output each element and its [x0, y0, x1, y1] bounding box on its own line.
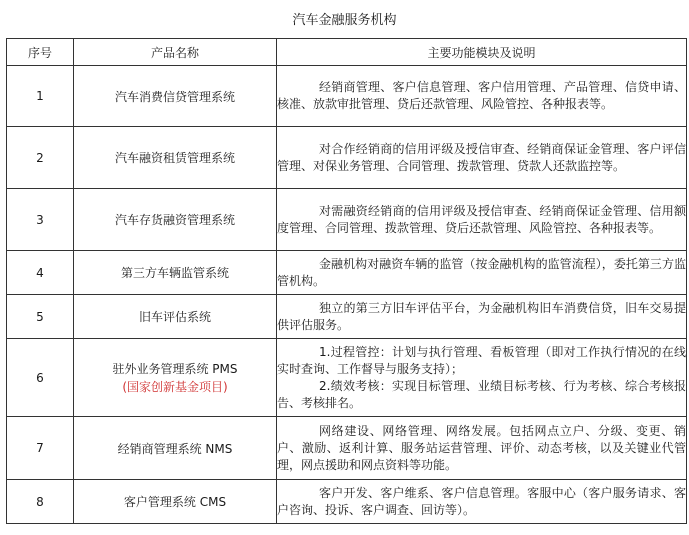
table-row: [7, 295, 687, 339]
row-no: 2: [7, 127, 74, 189]
table-row: [7, 417, 687, 480]
row-name: 汽车存货融资管理系统: [74, 189, 277, 251]
row-desc-cell: [277, 339, 687, 417]
row-desc: 独立的第三方旧车评估平台，为金融机构旧车消费信贷，旧车交易提供评估服务。: [277, 295, 687, 339]
row-no: 1: [7, 66, 74, 127]
row-no: 4: [7, 251, 74, 295]
header-name: 产品名称: [74, 39, 277, 66]
desc-line: 1.过程管控：计划与执行管理、看板管理（即对工作执行情况的在线实时查询、工作督导与服务支持）；: [277, 344, 686, 376]
table-row: [7, 251, 687, 295]
row-no: 7: [7, 417, 74, 480]
row-name: 客户管理系统 CMS: [74, 480, 277, 524]
table-row: [7, 189, 687, 251]
row-desc: 对需融资经销商的信用评级及授信审查、经销商保证金管理、信用额度管理、合同管理、拨款管理、贷后还款管理、风险管控、各种报表等。: [277, 189, 687, 251]
row-name: 驻外业务管理系统 PMS: [112, 361, 238, 376]
document-title: 汽车金融服务机构: [292, 13, 397, 28]
row-name: 汽车融资租赁管理系统: [74, 127, 277, 189]
row-name: 旧车评估系统: [74, 295, 277, 339]
header-no: 序号: [7, 39, 74, 66]
table-row: [7, 339, 687, 417]
table-header-row: [7, 39, 687, 66]
row-desc: 经销商管理、客户信息管理、客户信用管理、产品管理、信贷申请、核准、放款审批管理、贷后还款管理、风险管控、各种报表等。: [277, 66, 687, 127]
product-table: [6, 38, 687, 524]
funding-note: (国家创新基金项目): [122, 379, 228, 394]
row-no: 8: [7, 480, 74, 524]
row-name: 第三方车辆监管系统: [74, 251, 277, 295]
row-desc: 网络建设、网络管理、网络发展。包括网点立户、分级、变更、销户、激励、返利计算、服务站运营管理、评价、动态考核，以及关键业代管理，网点援助和网点资料等功能。: [277, 417, 687, 480]
header-desc: 主要功能模块及说明: [277, 39, 687, 66]
desc-line: 2.绩效考核：实现目标管理、业绩目标考核、行为考核、综合考核报告、考核排名。: [277, 378, 686, 410]
table-row: [7, 127, 687, 189]
table-row: [7, 480, 687, 524]
row-desc: 金融机构对融资车辆的监管（按金融机构的监管流程），委托第三方监管机构。: [277, 251, 687, 295]
row-no: 3: [7, 189, 74, 251]
row-desc: 客户开发、客户维系、客户信息管理。客服中心（客户服务请求、客户咨询、投诉、客户调查、回访等）。: [277, 480, 687, 524]
row-name: 经销商管理系统 NMS: [74, 417, 277, 480]
row-name-cell: [74, 339, 277, 417]
table-row: [7, 66, 687, 127]
row-no: 6: [7, 339, 74, 417]
row-no: 5: [7, 295, 74, 339]
row-desc: 对合作经销商的信用评级及授信审查、经销商保证金管理、客户评信管理、对保业务管理、合同管理、拨款管理、贷款人还款监控等。: [277, 127, 687, 189]
row-name: 汽车消费信贷管理系统: [74, 66, 277, 127]
